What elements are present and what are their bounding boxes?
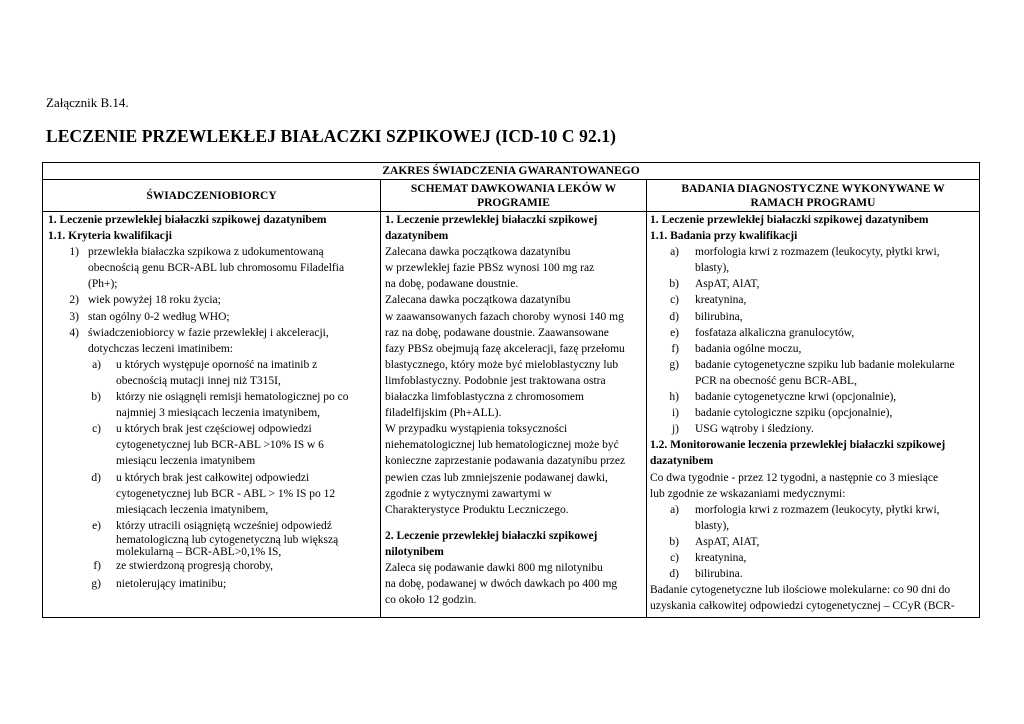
col2-text-line: białaczka limfoblastyczna z chromosomem — [385, 391, 584, 404]
col2-text-line: w zaawansowanych fazach choroby wynosi 140 mg — [385, 310, 624, 323]
list-marker: g) — [669, 358, 679, 371]
list-item — [650, 405, 978, 421]
sublist-item — [48, 574, 378, 594]
list-marker: j) — [671, 423, 679, 436]
list-text-cont: dotychczas leczeni imatinibem: — [88, 342, 233, 355]
list-text-cont: miesiącu leczenia imatynibem — [116, 455, 256, 468]
col1-header-text: ŚWIADCZENIOBIORCY — [146, 189, 277, 202]
col2-text-line: filadelfijskim (Ph+ALL). — [385, 407, 502, 420]
col1-beneficiaries — [48, 212, 378, 594]
list-text-cont: obecnością mutacji innej niż T315I, — [116, 374, 281, 387]
col2-text-line: W przypadku wystąpienia toksyczności — [385, 423, 568, 436]
list-marker: 3) — [69, 310, 79, 323]
list-item — [48, 244, 378, 260]
col3-header-line: BADANIA DIAGNOSTYCZNE WYKONYWANE W — [681, 182, 945, 195]
list-text: nietolerujący imatinibu; — [116, 577, 227, 590]
col2-header-line: SCHEMAT DAWKOWANIA LEKÓW W — [410, 182, 617, 195]
list-text: kreatynina, — [695, 294, 747, 307]
list-text: u których brak jest całkowitej odpowiedzi — [116, 471, 310, 484]
list-text-cont: najmniej 3 miesiącach leczenia imatynibem, — [116, 407, 321, 420]
paragraph-line: lub zgodnie ze wskazaniami medycznymi: — [650, 487, 846, 500]
list-marker: i) — [671, 407, 679, 420]
col2-text-line: w przewlekłej fazie PBSz wynosi 100 mg raz — [385, 262, 595, 275]
list-marker: h) — [669, 391, 679, 404]
list-text: fosfataza alkaliczna granulocytów, — [695, 326, 855, 339]
col2-text-line: raz na dobę, podawane doustnie. Zaawansowane — [385, 326, 609, 339]
col2-dosing — [385, 212, 645, 608]
col2-text-line: Charakterystyce Produktu Leczniczego. — [385, 503, 569, 516]
list-text: bilirubina. — [695, 568, 743, 581]
col2-text-line: Zalecana dawka początkowa dazatynibu — [385, 246, 571, 259]
list-text: badanie cytogenetyczne szpiku lub badanie molekularne — [695, 358, 955, 371]
list-item — [48, 292, 378, 308]
col2-text-line: zgodnie z wytycznymi zawartymi w — [385, 487, 552, 500]
list-marker: c) — [92, 423, 101, 436]
list-marker: b) — [669, 278, 679, 291]
col2-header-line: PROGRAMIE — [477, 196, 550, 209]
column-divider — [646, 179, 647, 617]
list-text-cont: cytogenetycznej lub BCR - ABL > 1% IS po 12 — [116, 487, 336, 500]
list-item — [650, 292, 978, 308]
col2-heading-line: dazatynibem — [385, 230, 449, 243]
list-item — [48, 309, 378, 325]
list-text: przewlekła białaczka szpikowa z udokumentowaną — [88, 246, 324, 259]
col2-text-line: fazy PBSz obejmują fazę akceleracji, fazę przełomu — [385, 342, 625, 355]
list-marker: 1) — [69, 246, 79, 259]
list-marker: a) — [92, 358, 101, 371]
list-marker: c) — [670, 294, 679, 307]
sublist-item — [48, 470, 378, 486]
col2-header — [381, 180, 646, 211]
list-text-cont: hematologiczną lub cytogenetyczną lub większą — [116, 533, 339, 546]
list-text-cont: obecnością genu BCR-ABL lub chromosomu Filadelfia — [88, 262, 345, 275]
list-marker: c) — [670, 551, 679, 564]
program-table — [42, 162, 980, 618]
paragraph-line: Badanie cytogenetyczne lub ilościowe molekularne: co 90 dni do — [650, 584, 951, 597]
col2-text-line — [385, 518, 645, 528]
col2-text-line: blastycznego, który może być mieloblastyczny lub — [385, 358, 619, 371]
col3-heading: 1. Leczenie przewlekłej białaczki szpikowej dazatynibem — [650, 214, 929, 226]
list-text-cont: blasty), — [695, 262, 730, 275]
col2-text-line: pewien czas lub zmniejszenie podawanej dawki, — [385, 471, 608, 484]
col1-header — [43, 180, 380, 211]
list-text: u których brak jest częściowej odpowiedzi — [116, 423, 312, 436]
list-text: u których występuje oporność na imatinib z — [116, 358, 318, 371]
col2-text-line: Zalecana dawka początkowa dazatynibu — [385, 294, 571, 307]
list-item — [650, 389, 978, 405]
list-text: badania ogólne moczu, — [695, 342, 802, 355]
list-marker: d) — [669, 568, 679, 581]
col1-heading: 1. Leczenie przewlekłej białaczki szpikowej dazatynibem — [48, 214, 327, 226]
list-item — [650, 325, 978, 341]
col2-text-line: Zaleca się podawanie dawki 800 mg nilotynibu — [385, 561, 603, 574]
col2-text-line: niehematologicznej lub hematologicznej może być — [385, 439, 619, 452]
annex-label: Załącznik B.14. — [46, 95, 129, 110]
list-item — [650, 309, 978, 325]
list-text: którzy nie osiągnęli remisji hematologicznej po co — [116, 391, 349, 404]
list-text: morfologia krwi z rozmazem (leukocyty, płytki krwi, — [695, 503, 940, 516]
sublist-item — [48, 389, 378, 405]
list-text: badanie cytogenetyczne krwi (opcjonalnie), — [695, 391, 897, 404]
list-item — [650, 357, 978, 373]
sublist-item — [48, 518, 378, 534]
col2-text-line: na dobę, podawane doustnie. — [385, 278, 519, 291]
col2-heading-line: 2. Leczenie przewlekłej białaczki szpikowej — [385, 529, 598, 542]
sublist-item — [48, 357, 378, 373]
list-text: bilirubina, — [695, 310, 743, 323]
list-marker: d) — [91, 471, 101, 484]
col3-monitoring-heading: 1.2. Monitorowanie leczenia przewlekłej białaczki szpikowej — [650, 439, 946, 452]
col3-header — [647, 180, 979, 211]
list-text-cont: (Ph+); — [88, 278, 118, 291]
list-text: AspAT, AlAT, — [695, 535, 760, 548]
list-item — [650, 534, 978, 550]
list-text-cont: cytogenetycznej lub BCR-ABL >10% IS w 6 — [116, 439, 324, 452]
list-marker: a) — [670, 246, 679, 259]
list-text: USG wątroby i śledziony. — [695, 423, 814, 436]
list-item — [650, 276, 978, 292]
col3-subheading: 1.1. Badania przy kwalifikacji — [650, 230, 798, 243]
list-text-cont: molekularną – BCR-ABL>0,1% IS, — [116, 546, 282, 559]
list-text: badanie cytologiczne szpiku (opcjonalnie), — [695, 407, 893, 420]
list-item — [650, 502, 978, 518]
col3-header-line: RAMACH PROGRAMU — [750, 196, 876, 209]
scope-header: ZAKRES ŚWIADCZENIA GWARANTOWANEGO — [43, 163, 979, 180]
col2-text-line: limfoblastyczny. Podobnie jest traktowana ostra — [385, 374, 606, 387]
list-item — [650, 566, 978, 582]
list-marker: b) — [669, 535, 679, 548]
list-text: stan ogólny 0-2 według WHO; — [88, 310, 230, 323]
list-text-cont: miesiącach leczenia imatynibem, — [116, 503, 269, 516]
list-text: kreatynina, — [695, 551, 747, 564]
col2-text-line: co około 12 godzin. — [385, 594, 477, 607]
list-marker: d) — [669, 310, 679, 323]
list-text: AspAT, AlAT, — [695, 278, 760, 291]
list-marker: f) — [93, 559, 101, 572]
col2-heading-line: 1. Leczenie przewlekłej białaczki szpikowej — [385, 214, 598, 226]
list-marker: b) — [91, 391, 101, 404]
list-marker: e) — [670, 326, 679, 339]
list-marker: a) — [670, 503, 679, 516]
list-item — [48, 325, 378, 341]
sublist-item — [48, 421, 378, 437]
col2-text-line: konieczne zaprzestanie podawania dazatynibu przez — [385, 455, 626, 468]
document-title: LECZENIE PRZEWLEKŁEJ BIAŁACZKI SZPIKOWEJ (ICD-10 C 92.1) — [46, 126, 617, 146]
list-marker: 4) — [69, 326, 79, 339]
list-item — [650, 244, 978, 260]
list-text-cont: blasty), — [695, 519, 730, 532]
list-text-cont: PCR na obecność genu BCR-ABL, — [695, 374, 857, 387]
sublist-item — [48, 559, 378, 574]
list-text: morfologia krwi z rozmazem (leukocyty, płytki krwi, — [695, 246, 940, 259]
sublist-block — [48, 518, 378, 594]
paragraph-line: uzyskania całkowitej odpowiedzi cytogenetycznej – CCyR (BCR- — [650, 600, 955, 613]
list-marker: e) — [92, 519, 101, 532]
list-text: którzy utracili osiągniętą wcześniej odpowiedź — [116, 519, 332, 532]
list-item — [650, 421, 978, 437]
column-divider — [380, 179, 381, 617]
list-text: ze stwierdzoną progresją choroby, — [116, 559, 273, 572]
list-marker: 2) — [69, 294, 79, 307]
col1-subheading: 1.1. Kryteria kwalifikacji — [48, 230, 172, 243]
col2-text-line: na dobę, podawanej w dwóch dawkach po 400 mg — [385, 578, 618, 591]
list-marker: f) — [671, 342, 679, 355]
list-item — [650, 341, 978, 357]
col3-diagnostics — [650, 212, 978, 614]
col3-monitoring-heading: dazatynibem — [650, 455, 714, 468]
col2-heading-line: nilotynibem — [385, 545, 444, 558]
list-marker: g) — [91, 577, 101, 590]
list-text: wiek powyżej 18 roku życia; — [88, 294, 221, 307]
list-text: świadczeniobiorcy w fazie przewlekłej i akceleracji, — [88, 326, 329, 339]
list-item — [650, 550, 978, 566]
paragraph-line: Co dwa tygodnie - przez 12 tygodni, a następnie co 3 miesiące — [650, 471, 939, 484]
